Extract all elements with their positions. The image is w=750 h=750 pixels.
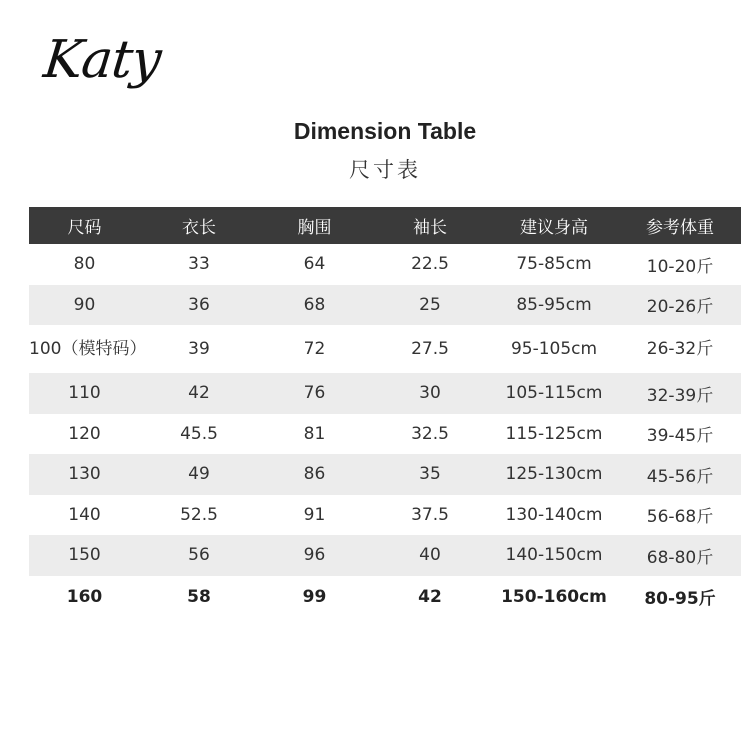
cell-weight: 68-80斤 — [619, 535, 741, 576]
cell-size: 120 — [68, 423, 101, 444]
cell-bust: 99 — [302, 586, 327, 607]
cell-bust: 64 — [303, 254, 326, 275]
table-row — [29, 285, 741, 326]
cell-height: 75-85cm — [516, 254, 592, 275]
cell-bust: 91 — [303, 504, 326, 525]
cell-length: 49 — [140, 454, 258, 495]
cell-sleeve: 35 — [371, 454, 489, 495]
cell-sleeve: 42 — [418, 586, 442, 607]
cell-size: 100（模特码） — [29, 339, 147, 359]
table-row — [29, 576, 741, 618]
cell-size: 90 — [29, 285, 140, 326]
cell-height: 125-130cm — [489, 454, 619, 495]
cell-size: 80 — [73, 254, 96, 275]
cell-height: 130-140cm — [505, 504, 603, 525]
cell-weight: 45-56斤 — [619, 454, 741, 495]
table-row — [29, 414, 741, 455]
table-row — [29, 535, 741, 576]
table-row — [29, 244, 741, 285]
cell-weight: 20-26斤 — [619, 285, 741, 326]
cell-length: 36 — [140, 285, 258, 326]
cell-size: 150 — [29, 535, 140, 576]
cell-weight: 26-32斤 — [646, 339, 714, 359]
cell-height: 95-105cm — [510, 339, 598, 359]
cell-weight: 80-95斤 — [644, 589, 716, 609]
col-header-bust: 胸围 — [258, 207, 371, 244]
cell-sleeve: 27.5 — [411, 339, 449, 359]
cell-bust: 68 — [258, 285, 371, 326]
cell-height: 140-150cm — [489, 535, 619, 576]
cell-bust: 72 — [303, 339, 326, 359]
cell-sleeve: 32.5 — [411, 423, 449, 444]
cell-length: 56 — [140, 535, 258, 576]
col-header-sleeve: 袖长 — [371, 207, 489, 244]
cell-length: 42 — [140, 373, 258, 414]
col-header-weight: 参考体重 — [619, 207, 741, 244]
cell-size: 140 — [68, 504, 101, 525]
cell-bust: 76 — [258, 373, 371, 414]
col-header-size: 尺码 — [29, 207, 140, 244]
cell-sleeve: 22.5 — [411, 254, 449, 275]
cell-height: 105-115cm — [489, 373, 619, 414]
cell-bust: 81 — [303, 423, 326, 444]
cell-sleeve: 40 — [371, 535, 489, 576]
cell-length: 39 — [188, 339, 210, 359]
cell-size: 110 — [29, 373, 140, 414]
cell-size: 130 — [29, 454, 140, 495]
col-header-height: 建议身高 — [489, 207, 619, 244]
cell-sleeve: 30 — [371, 373, 489, 414]
cell-weight: 32-39斤 — [619, 373, 741, 414]
cell-length: 52.5 — [180, 504, 218, 525]
size-table — [29, 207, 741, 618]
cell-height: 150-160cm — [501, 586, 607, 607]
cell-size: 160 — [66, 586, 103, 607]
cell-weight: 10-20斤 — [646, 256, 714, 277]
table-row — [29, 454, 741, 495]
cell-bust: 96 — [258, 535, 371, 576]
cell-sleeve: 25 — [371, 285, 489, 326]
table-row — [29, 325, 741, 373]
cell-bust: 86 — [258, 454, 371, 495]
cell-length: 45.5 — [180, 423, 218, 444]
cell-sleeve: 37.5 — [411, 504, 449, 525]
page-subtitle: 尺寸表 — [349, 158, 421, 182]
cell-height: 115-125cm — [505, 423, 603, 444]
cell-length: 58 — [187, 586, 211, 607]
cell-weight: 39-45斤 — [646, 426, 714, 447]
table-row — [29, 373, 741, 414]
page-title: Dimension Table — [293, 118, 477, 144]
table-row — [29, 495, 741, 536]
table-header-row — [29, 207, 741, 244]
cell-height: 85-95cm — [489, 285, 619, 326]
brand-logo: Katy — [40, 30, 164, 90]
col-header-length: 衣长 — [140, 207, 258, 244]
cell-length: 33 — [188, 254, 210, 275]
cell-weight: 56-68斤 — [646, 507, 714, 528]
